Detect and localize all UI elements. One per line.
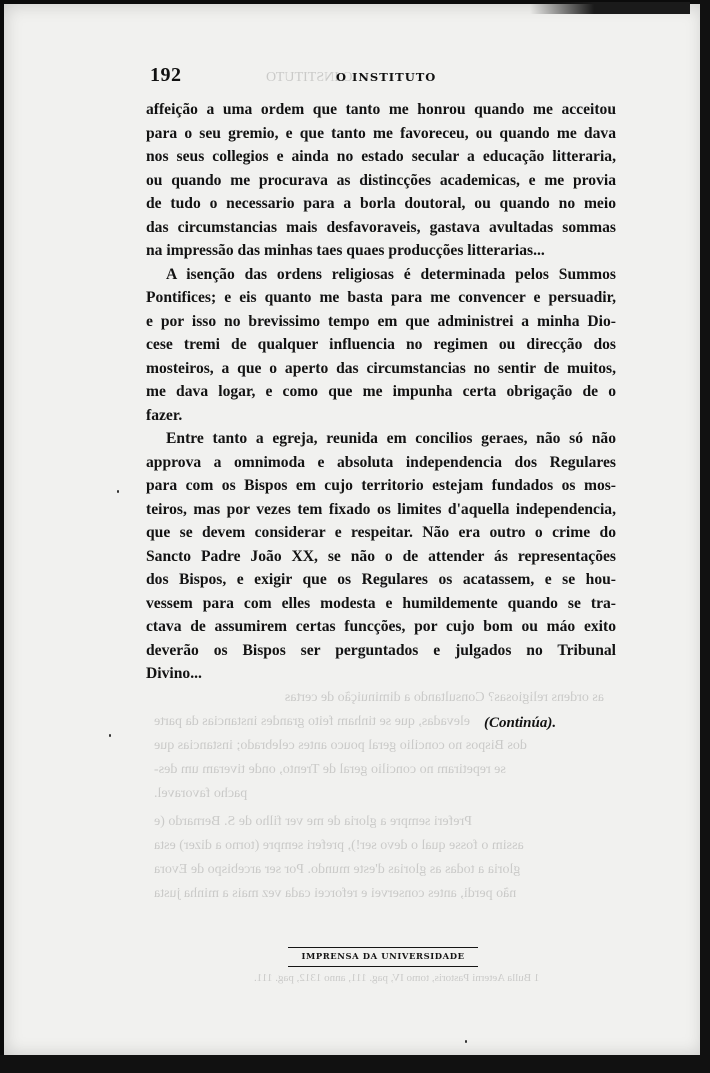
text-line: nos seus collegios e ainda no estado secular a educação litteraria, [146,148,616,165]
text-line: ctava de assumirem certas funcções, por cujo bom ou máo exito [146,618,616,635]
text-line: na impressão das minhas taes quaes producções litterarias... [146,242,545,259]
body-text [146,98,616,686]
text-line: e por isso no brevissimo tempo em que administrei a minha Dio- [146,312,616,330]
running-title: O INSTITUTO [336,70,437,84]
text-line: que se devem considerar e respeitar. Não era outro o crime do [146,524,616,541]
show-through-text: elevadas, que se tinham feito grandes instancias da parte [154,714,471,729]
show-through-text: se repetiram no concilio geral de Trento, onde tiveram um des- [154,762,506,777]
scan-edge-shadow [530,2,690,14]
text-line: Pontifices; e eis quanto me basta para me convencer e persuadir, [146,289,616,306]
print-speck [465,1040,467,1043]
scan-edge-right [700,0,710,1073]
scanned-page [4,4,704,1056]
text-line: Divino... [146,665,202,682]
text-line: affeição a uma ordem que tanto me honrou quando me acceitou [146,101,616,118]
show-through-text: Preferi sempre a gloria de me ver filho de S. Bernardo (e [154,814,472,829]
show-through-text: pacho favoravel. [154,786,248,801]
show-through-text: O INSTITUTO [266,70,353,85]
text-line: Sancto Padre João XX, se não o de attender ás representações [146,547,616,565]
paragraph-start-line: A isenção das ordens religiosas é determinada pelos Summos [166,265,616,283]
text-line: me dava logar, e como que me impunha certa obrigação de o [146,383,616,400]
text-line: mosteiros, a que o aperto das circumstancias no sentir de muitos, [146,359,616,377]
text-line: das circumstancias mais desfavoraveis, gastava avultadas sommas [146,218,616,236]
text-line: para o seu gremio, e que tanto me favoreceu, ou quando me dava [146,124,616,142]
show-through-text: assim o fosse qual o devo ser!), preferi sempre (torno a dizer) esta [154,838,524,853]
text-line: ou quando me procurava as distincções academicas, e me provia [146,171,616,189]
paragraph-start-line: Entre tanto a egreja, reunida em concilios geraes, não só não [166,430,616,447]
text-line: cese tremi de qualquer influencia no regimen ou direcção dos [146,336,616,353]
print-speck [117,490,119,493]
text-line: vessem para com elles modesta e humildemente quando se tra- [146,594,616,612]
show-through-text: gloria a todas as glorias d'este mundo. Por ser arcebispo de Evora [154,862,521,877]
show-through-text: não perdi, antes conservei e reforcei cada vez mais a minha justa [154,886,517,901]
imprint-rule [288,966,478,967]
show-through-text: dos Bispos no concilio geral pouco antes celebrado; instancias que [154,738,527,753]
text-line: approva a omnimoda e absoluta independencia dos Regulares [146,453,616,471]
text-line: deverão os Bispos ser perguntados e julgados no Tribunal [146,641,616,659]
text-line: teiros, mas por vezes tem fixado os limites d'aquella independencia, [146,500,616,518]
text-line: fazer. [146,406,183,424]
scan-edge-bottom [0,1055,710,1073]
show-through-text: 1 Bulla Aeterni Pastoris, tomo IV, pag. 111, anno 1312, pag. 111. [254,972,540,984]
printer-imprint: IMPRENSA DA UNIVERSIDADE [301,951,465,961]
text-line: para com os Bispos em cujo territorio estejam fundados os mos- [146,477,616,494]
imprint-rule [288,947,478,948]
text-line: de tudo o necessario para a borla doutoral, ou quando no meio [146,195,616,212]
show-through-text: as ordens religiosas? Consultando a diminuição de certas [284,690,604,705]
text-line: dos Bispos, e exigir que os Regulares os acatassem, e se hou- [146,571,616,588]
continuation-note: (Continúa). [484,715,557,731]
print-speck [109,734,111,737]
page-number: 192 [150,64,182,86]
